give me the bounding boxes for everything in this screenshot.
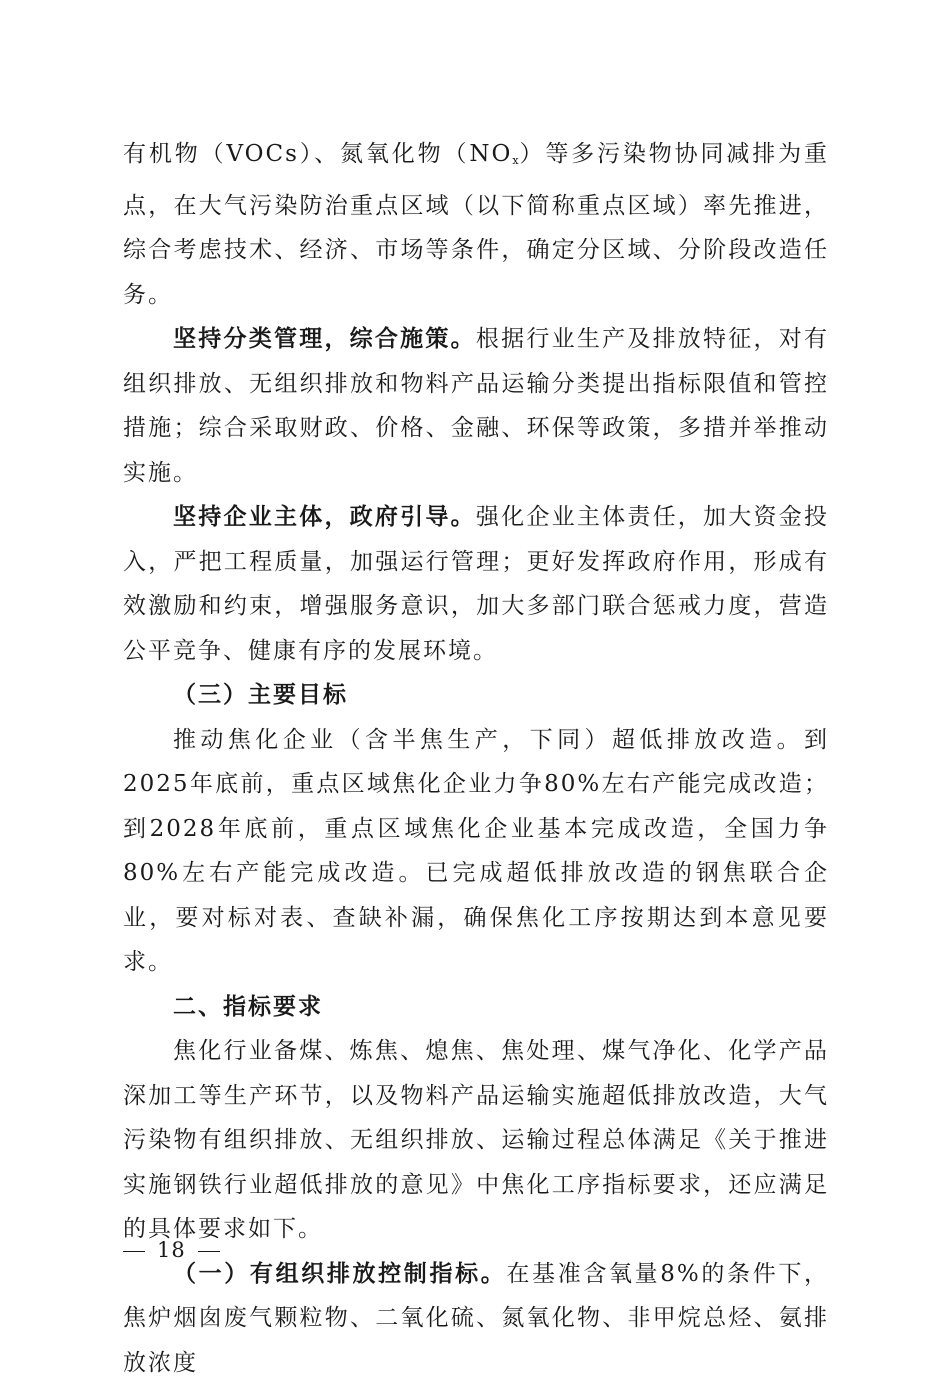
- paragraph-3-text: 强化企业主体责任，加大资金投入，严把工程质量，加强运行管理；更好发挥政府作用，形成有效激励和约束，增强服务意识，加大多部门联合惩戒力度，营造公平竞争、健康有序的发展环境。: [123, 504, 829, 664]
- paragraph-1: [123, 132, 829, 317]
- paragraph-6: [123, 1252, 829, 1385]
- document-body: [123, 132, 829, 1385]
- section-heading-indicator-requirements: 二、指标要求: [123, 985, 829, 1030]
- paragraph-6-text: 在基准含氧量8%的条件下，焦炉烟囱废气颗粒物、二氧化硫、氮氧化物、非甲烷总烃、氨排放浓度: [123, 1261, 829, 1376]
- paragraph-2: [123, 317, 829, 495]
- paragraph-6-lead: （一）有组织排放控制指标。: [173, 1261, 506, 1287]
- paragraph-1-text-b: ）等多污染物协同减排为重点，在大气污染防治重点区域（以下简称重点区域）率先推进，综合考虑技术、经济、市场等条件，确定分区域、分阶段改造任务。: [123, 141, 829, 308]
- paragraph-2-lead: 坚持分类管理，综合施策。: [173, 326, 476, 352]
- paragraph-4: 推动焦化企业（含半焦生产，下同）超低排放改造。到2025年底前，重点区域焦化企业力争80%左右产能完成改造；到2028年底前，重点区域焦化企业基本完成改造，全国力争80%左右产能完成改造。已完成超低排放改造的钢焦联合企业，要对标对表、查缺补漏，确保焦化工序按期达到本意见要求。: [123, 718, 829, 985]
- paragraph-3-lead: 坚持企业主体，政府引导。: [173, 504, 476, 530]
- paragraph-1-text-a: 有机物（VOCs）、氮氧化物（NO: [123, 141, 512, 167]
- footer-dash-left: [123, 1251, 145, 1252]
- footer-dash-right: [198, 1251, 220, 1252]
- page-footer: [123, 1238, 232, 1262]
- paragraph-3: [123, 495, 829, 673]
- nox-subscript: x: [512, 154, 518, 167]
- paragraph-5: 焦化行业备煤、炼焦、熄焦、焦处理、煤气净化、化学产品深加工等生产环节，以及物料产品运输实施超低排放改造，大气污染物有组织排放、无组织排放、运输过程总体满足《关于推进实施钢铁行业超低排放的意见》中焦化工序指标要求，还应满足的具体要求如下。: [123, 1029, 829, 1252]
- paragraph-2-text: 根据行业生产及排放特征，对有组织排放、无组织排放和物料产品运输分类提出指标限值和管控措施；综合采取财政、价格、金融、环保等政策，多措并举推动实施。: [123, 326, 829, 486]
- section-heading-main-goals: （三）主要目标: [123, 673, 829, 718]
- page-number: 18: [157, 1238, 186, 1262]
